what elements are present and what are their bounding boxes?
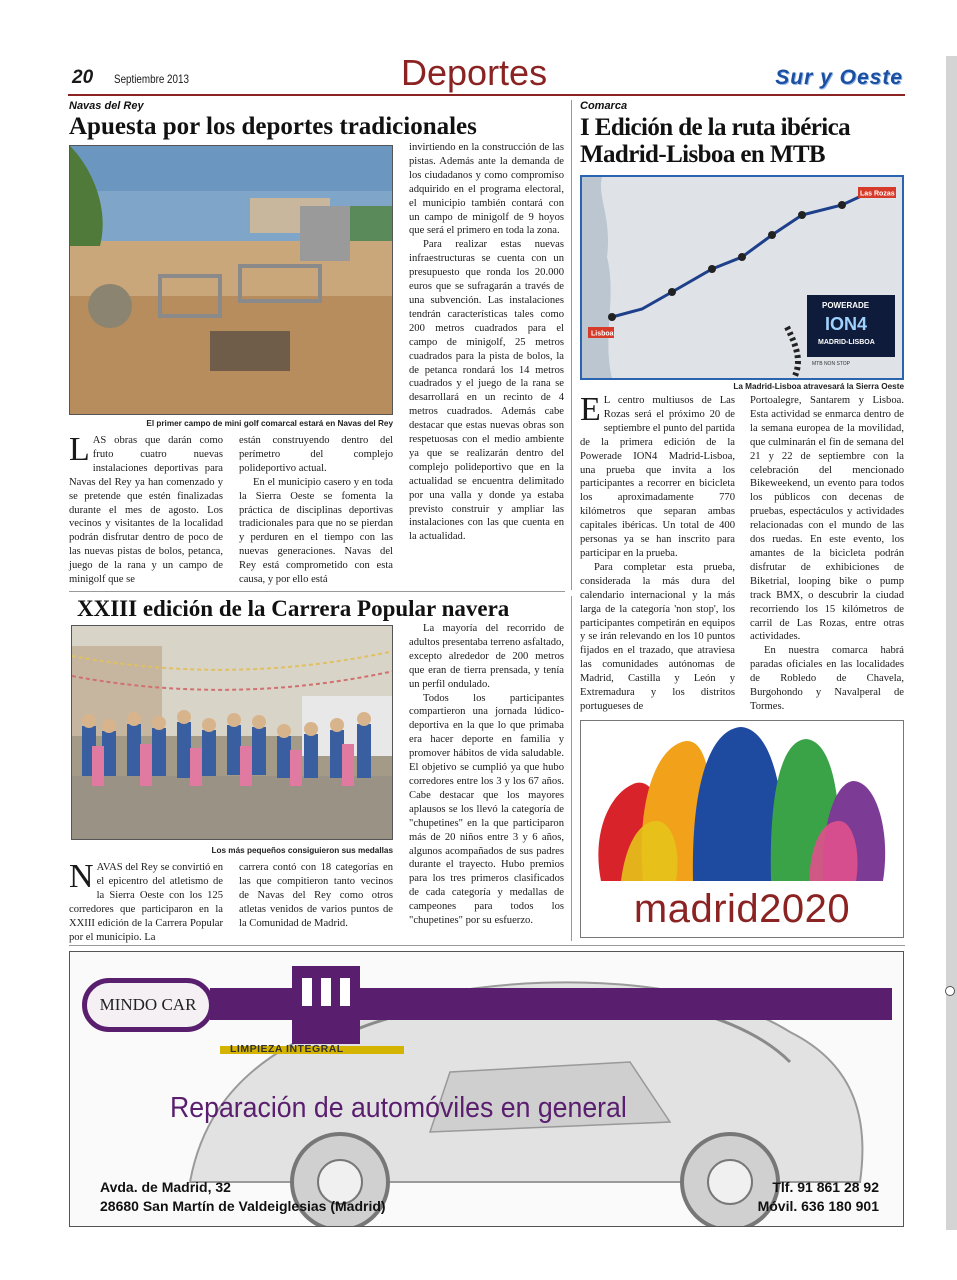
construction-image [70,146,393,415]
photo-caption: Los más pequeños consiguieron sus medallas [211,846,393,855]
issue-date: Septiembre 2013 [114,72,189,86]
article-column-2 [239,434,393,587]
column-text: En el municipio casero y en toda la Sierra Oeste se fomenta la práctica de disciplinas deportivas tradicionales para que no se pierdan y perduren en el tiempo con las nuevas generaciones. Navas del Rey está comprometido con esta causa, y por ello está [239,476,393,586]
column-text: están construyendo dentro del perímetro del complejo polideportivo actual. [239,435,393,474]
column-text: carrera contó con 18 categorías en las que compitieron tanto vecinos de Navas del Rey como otros atletas venidos de varios puntos de la Comunidad de Madrid. [239,862,393,929]
column-text: Para realizar estas nuevas infraestructuras se cuenta con un presupuesto que ronda los 20.000 euros que se sufragarán a través de una subvención. Las instalaciones tendrán características tales como 200 metros cuadrados para el campo de minigolf, 25 metros cuadrados para la pista de bolos, la de petanca rondará los 14 metros cuadrados y el juego de la rana se desarrollará en un recinto de 4 metros cuadrados. Además cabe destacar que estas nuevas obras son respetuosas con el medio ambiente ya que se realizarán dentro del complejo polideportivo que en la actualidad se encuentra delimitado por una valla y donde ya estaba previsto construir y ampliar las instalaciones con las que cuenta en la actualidad. [409,239,564,543]
article-headline [580,114,850,168]
article-column-2 [750,394,904,714]
route-map [580,175,904,380]
column-text: Portoalegre, Santarem y Lisboa. Esta actividad se enmarca dentro de la semana europea de la movilidad, que culminarán el fin de semana del 21 y 22 de septiembre con la celebración del mencionado Bikeweekend, un evento para todos los públicos con decenas de pruebas, espectáculos y actividades relacionadas con el mundo de las dos ruedas. En este evento, los amantes de la bicicleta podrán disfrutar de exhibiciones de Biketrial, looping bike o pump track BMX, o descubrir la ciudad recorriendo los 15 kilómetros de carril de Las Rozas, entre otras actividades. [750,395,904,643]
article-column-2 [239,861,393,931]
drop-cap: L [69,431,90,468]
construction-photo [69,145,393,415]
article-column-3 [409,141,564,544]
article-column-1 [580,391,735,714]
header-rule [68,94,905,96]
race-photo [71,625,393,840]
article-headline: XXIII edición de la Carrera Popular navera [77,596,510,621]
section-title: Deportes [401,52,548,93]
photo-caption: El primer campo de mini golf comarcal estará en Navas del Rey [146,419,393,428]
map-label-las-rozas: Las Rozas [860,190,895,198]
section-tag: Navas del Rey [69,100,144,112]
ad-headline: Reparación de automóviles en general [170,1092,627,1124]
article-headline: Apuesta por los deportes tradicionales [69,113,477,140]
page-header [68,52,905,96]
column-text: AVAS del Rey se convirtió en el epicentro del atletismo de la Sierra Oeste con los 125 corredores que participaron en la XXIII edición de la Carrera Popular por el municipio. La [69,862,223,943]
article-column-1 [69,858,223,944]
column-text: L centro multiusos de Las Rozas será el próximo 20 de septiembre el punto del partida de la primera edición de la Powerade ION4 Madrid-Lisboa, una prueba que invita a los participantes a recorrer en bicicleta los aproximadamente 770 kilómetros que separan ambas capitales ibéricas. Un total de 400 personas ya se han inscrito para participar en la prueba. [580,395,735,559]
company-name: MINDO CAR [99,995,197,1014]
drop-cap: N [69,858,94,895]
madrid2020-logo-text: madrid2020 [633,887,851,931]
article-column-1 [69,431,223,587]
section-divider [69,945,905,946]
ad-phone-line: Tlf. 91 861 28 92 [772,1179,879,1195]
company-logo [82,978,214,1032]
page-number: 20 [72,67,94,88]
map-brand-main: ION4 [825,314,868,334]
section-divider [69,591,565,592]
ad-tagline: LIMPIEZA INTEGRAL [230,1043,344,1055]
registration-mark [945,986,955,996]
column-divider [571,596,572,941]
column-text: invirtiendo en la construcción de las pistas. Además ante la demanda de los ciudadanos y como compromiso adquirido en el programa electoral, el municipio también contará con un campo de minigolf de 9 hoyos que será el primero en toda la zona. [409,142,564,237]
map-brand-sub: MADRID-LISBOA [818,339,875,346]
mindo-car-ad [69,951,904,1227]
map-brand-top: POWERADE [822,301,870,310]
headline-line: I Edición de la ruta ibérica [580,114,851,141]
ad-address-line: Avda. de Madrid, 32 [100,1179,231,1195]
article-column-3 [409,622,564,928]
column-divider [571,100,572,590]
page-edge [946,56,957,1230]
column-text: Para completar esta prueba, considerada la más dura del calendario internacional y la más larga de la categoría 'non stop', los participantes competirán en equipos y se irán relevando en los 10 puntos fijados en el trazado, que atraviesa las comunidades autónomas de Madrid, Castilla y León y Extremadura y los distritos portugueses de [580,561,735,712]
section-tag: Comarca [580,100,628,112]
column-text: AS obras que darán como fruto cuatro nuevas instalaciones deportivas para Navas del Rey ya han comenzado y se pretende que estén finalizadas durante el mes de agosto. Los vecinos y visitantes de la localidad podrán disfrutar dentro de poco de las nuevas pistas de bolos, petanca, juego de la rana y un campo de minigolf que se [69,435,223,586]
column-text: Todos los participantes compartieron una jornada lúdico-deportiva en la que lo que primaba era hacer deporte en familia y promover hábitos de vida saludable. El objetivo se cumplió ya que hubo corredores entre los 3 y los 67 años. Cabe destacar que los mayores aplausos se los llevó la categoría de "chupetines" en la que participaron más de 20 niños entre 3 y 6 años, algunos acompañados de sus padres durante el trayecto. Hubo premios para los tres primeros clasificados de cada categoría y medallas de campeones para todos los "chupetines" por su esfuerzo. [409,692,564,927]
ad-phones [758,1178,879,1216]
route-map-image [582,177,902,378]
headline-line: Madrid-Lisboa en MTB [580,141,825,168]
column-text: En nuestra comarca habrá paradas oficiales en las localidades de Robledo de Chavela, Burgohondo y Navalperal de Tormes. [750,645,904,712]
photo-caption: La Madrid-Lisboa atravesará la Sierra Oeste [733,382,904,391]
ad-phone-line: Móvil. 636 180 901 [757,1198,879,1214]
ad-address [100,1178,386,1216]
ad-address-line: 28680 San Martín de Valdeiglesias (Madrid) [100,1198,386,1214]
map-label-lisboa: Lisboa [591,330,614,338]
madrid2020-ad [580,720,904,938]
brand-logo: Sur y Oeste [775,66,903,89]
race-image [72,626,393,840]
drop-cap: E [580,391,601,428]
map-tagline: MTB NON STOP [812,361,850,367]
column-text: La mayoría del recorrido de adultos presentaba terreno asfaltado, excepto alrededor de 200 metros que eran de tierra prensada, y tenía un perfil ondulado. [409,623,564,690]
